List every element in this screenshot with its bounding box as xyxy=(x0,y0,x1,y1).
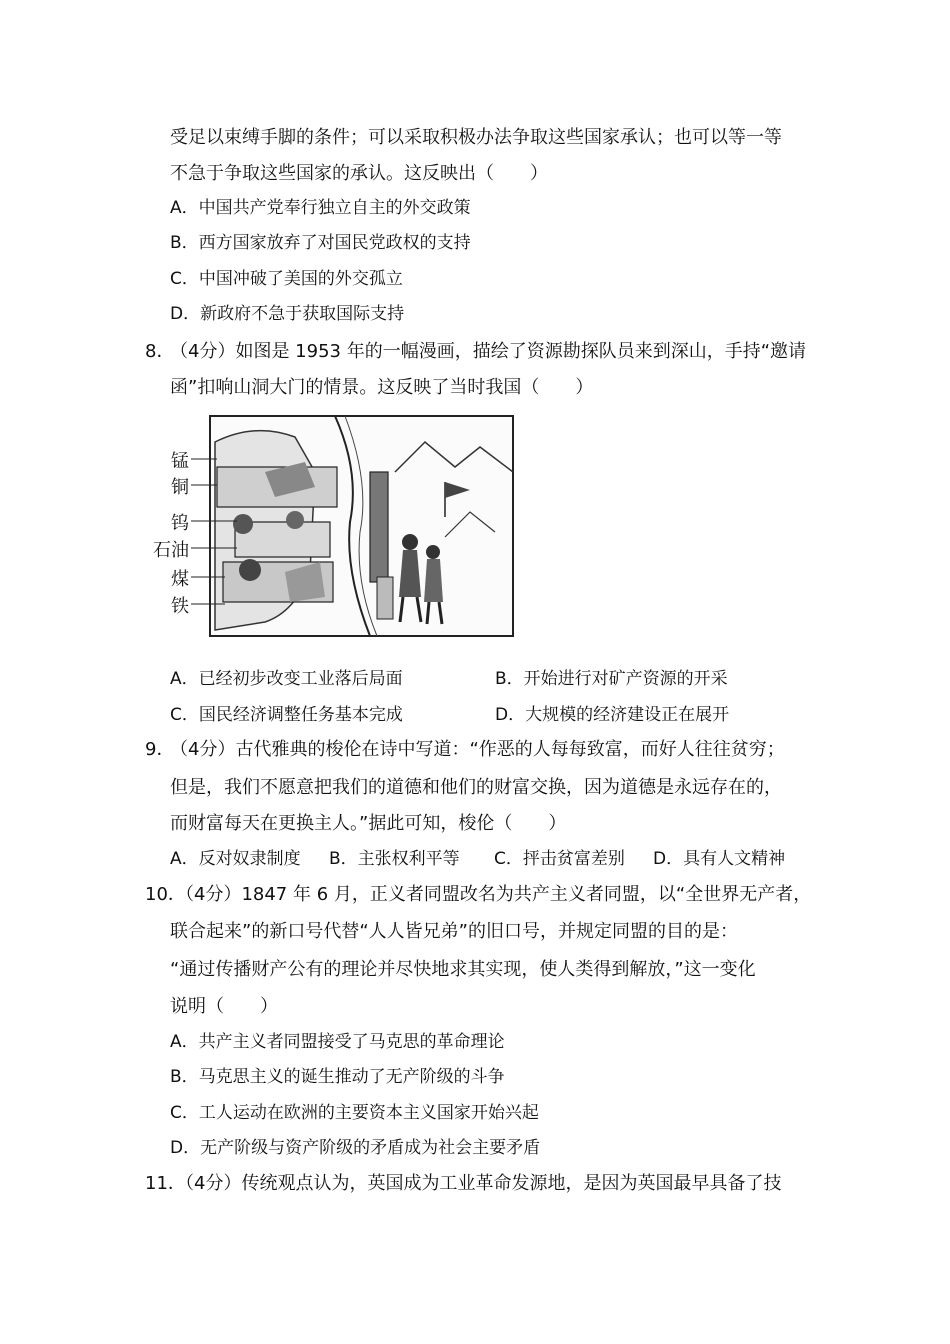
q8-option-d: D．大规模的经济建设正在展开 xyxy=(495,705,730,725)
q9-option-a: A．反对奴隶制度 xyxy=(170,849,301,869)
q10-stem-line4: 说明（ ） xyxy=(170,996,278,1017)
q10-option-c: C．工人运动在欧洲的主要资本主义国家开始兴起 xyxy=(170,1103,539,1123)
q8-stem-line1: （4分）如图是 1953 年的一幅漫画，描绘了资源勘探队员来到深山，手持“邀请 xyxy=(170,341,807,362)
q9-option-b: B．主张权利平等 xyxy=(329,849,460,869)
q9-option-d: D．具有人文精神 xyxy=(653,849,786,869)
q8-option-a: A．已经初步改变工业落后局面 xyxy=(170,669,403,689)
figure-label-manganese: 锰 xyxy=(171,451,189,472)
figure-label-tungsten: 钨 xyxy=(171,513,189,534)
q10-option-d: D．无产阶级与资产阶级的矛盾成为社会主要矛盾 xyxy=(170,1138,541,1158)
q10-stem-line2: 联合起来”的新口号代替“人人皆兄弟”的旧口号，并规定同盟的目的是： xyxy=(170,921,738,942)
figure-label-coal: 煤 xyxy=(171,569,189,590)
q7-stem-line1: 受足以束缚手脚的条件；可以采取积极办法争取这些国家承认；也可以等一等 xyxy=(170,127,782,148)
q9-option-c: C．抨击贫富差别 xyxy=(494,849,625,869)
q10-option-a: A．共产主义者同盟接受了马克思的革命理论 xyxy=(170,1032,505,1052)
q7-option-d: D．新政府不急于获取国际支持 xyxy=(170,304,405,324)
q8-number: 8． xyxy=(145,341,175,362)
figure-label-petroleum: 石油 xyxy=(153,540,189,561)
q9-stem-line2: 但是，我们不愿意把我们的道德和他们的财富交换，因为道德是永远存在的， xyxy=(170,777,782,798)
figure-label-iron: 铁 xyxy=(171,596,189,617)
figure-label-copper: 铜 xyxy=(171,477,189,498)
q10-option-b: B．马克思主义的诞生推动了无产阶级的斗争 xyxy=(170,1067,505,1087)
q8-option-c: C．国民经济调整任务基本完成 xyxy=(170,705,403,725)
q9-number: 9． xyxy=(145,739,175,760)
cartoon-figure xyxy=(145,412,517,640)
q9-stem-line3: 而财富每天在更换主人。”据此可知，梭伦（ ） xyxy=(170,813,567,834)
q10-stem-line1: （4分）1847 年 6 月，正义者同盟改名为共产主义者同盟，以“全世界无产者， xyxy=(176,884,812,905)
q8-option-b: B．开始进行对矿产资源的开采 xyxy=(495,669,728,689)
q10-number: 10． xyxy=(145,884,186,905)
q8-stem-line2: 函”扣响山洞大门的情景。这反映了当时我国（ ） xyxy=(170,377,594,398)
q9-stem-line1: （4分）古代雅典的梭伦在诗中写道：“作恶的人每每致富，而好人往往贫穷； xyxy=(170,739,785,760)
q11-number: 11． xyxy=(145,1173,186,1194)
q11-stem-line1: （4分）传统观点认为，英国成为工业革命发源地，是因为英国最早具备了技 xyxy=(176,1173,782,1194)
cartoon-illustration xyxy=(145,412,517,640)
q7-stem-line2: 不急于争取这些国家的承认。这反映出（ ） xyxy=(170,163,548,184)
q10-stem-line3: “通过传播财产公有的理论并尽快地求其实现，使人类得到解放，”这一变化 xyxy=(170,959,756,980)
q7-option-a: A．中国共产党奉行独立自主的外交政策 xyxy=(170,198,471,218)
q7-option-c: C．中国冲破了美国的外交孤立 xyxy=(170,269,403,289)
q7-option-b: B．西方国家放弃了对国民党政权的支持 xyxy=(170,233,471,253)
